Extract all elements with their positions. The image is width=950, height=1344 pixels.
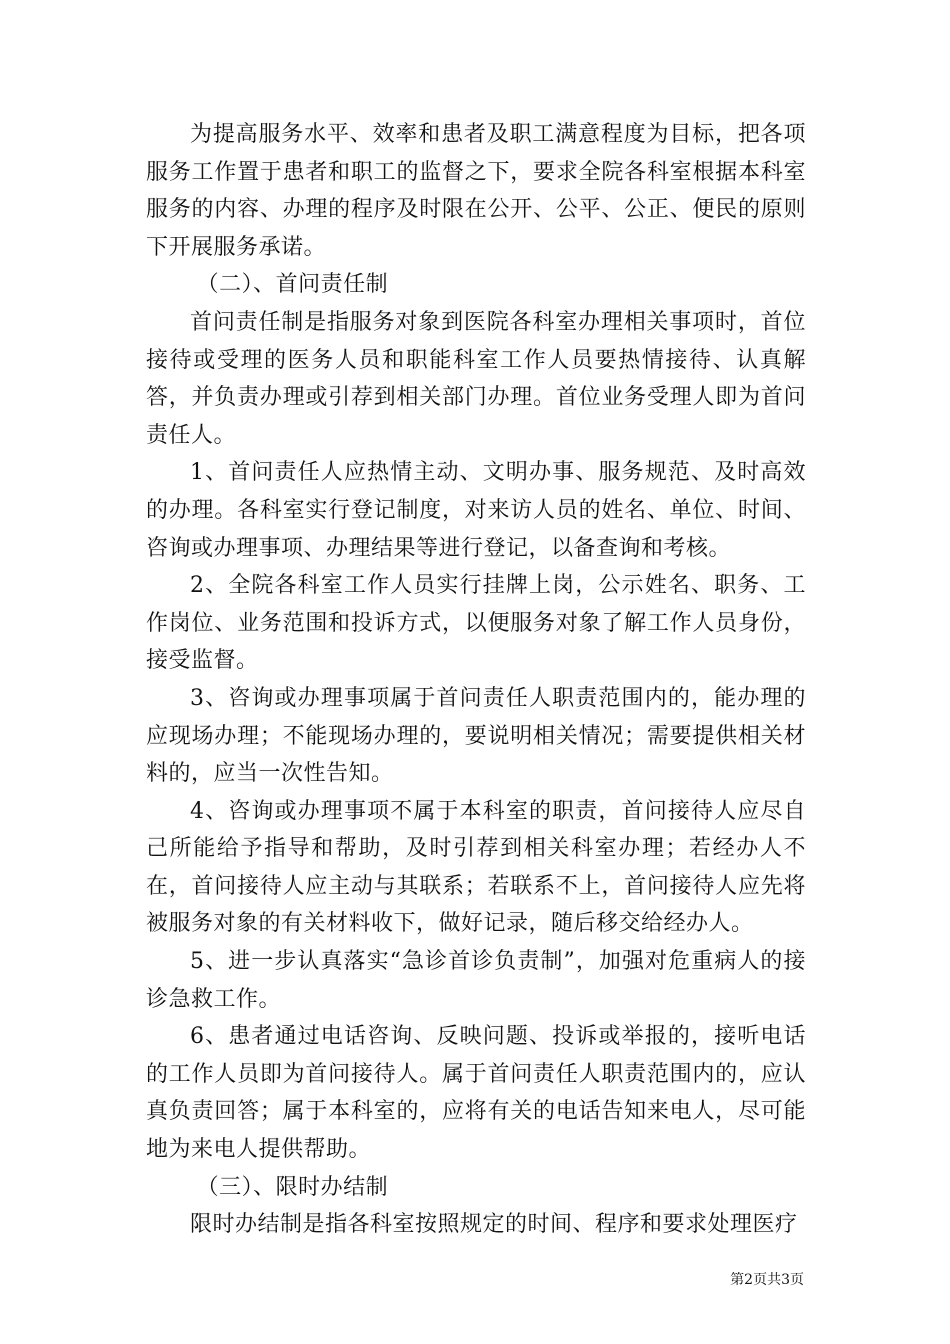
- paragraph-item-1: 1、首问责任人应热情主动、文明办事、服务规范、及时高效的办理。各科室实行登记制度，对来访人员的姓名、单位、时间、咨询或办理事项、办理结果等进行登记，以备查询和考核。: [146, 460, 806, 561]
- section-heading-first-inquiry: （二）、首问责任制: [196, 272, 389, 298]
- paragraph-time-limit-definition: 限时办结制是指各科室按照规定的时间、程序和要求处理医疗: [190, 1212, 798, 1238]
- paragraph-item-4: 4、咨询或办理事项不属于本科室的职责，首问接待人应尽自己所能给予指导和帮助，及时引荐到相关科室办理；若经办人不在，首问接待人应主动与其联系；若联系不上，首问接待人应先将被服务对象的有关材料收下，做好记录，随后移交给经办人。: [146, 798, 806, 937]
- document-body: [146, 116, 806, 1244]
- paragraph-service-commitment: 为提高服务水平、效率和患者及职工满意程度为目标，把各项服务工作置于患者和职工的监督之下，要求全院各科室根据本科室服务的内容、办理的程序及时限在公开、公平、公正、便民的原则下开展服务承诺。: [146, 122, 806, 260]
- page-number-footer: 第2页共3页: [730, 1272, 804, 1288]
- paragraph-item-5: 5、进一步认真落实“急诊首诊负责制”，加强对危重病人的接诊急救工作。: [146, 949, 806, 1012]
- paragraph-first-inquiry-definition: 首问责任制是指服务对象到医院各科室办理相关事项时，首位接待或受理的医务人员和职能科室工作人员要热情接待、认真解答，并负责办理或引荐到相关部门办理。首位业务受理人即为首问责任人。: [146, 309, 806, 448]
- paragraph-item-6: 6、患者通过电话咨询、反映问题、投诉或举报的，接听电话的工作人员即为首问接待人。属于首问责任人职责范围内的，应认真负责回答；属于本科室的，应将有关的电话告知来电人，尽可能地为来电人提供帮助。: [146, 1024, 806, 1163]
- paragraph-item-2: 2、全院各科室工作人员实行挂牌上岗，公示姓名、职务、工作岗位、业务范围和投诉方式，以便服务对象了解工作人员身份，接受监督。: [146, 573, 806, 674]
- paragraph-item-3: 3、咨询或办理事项属于首问责任人职责范围内的，能办理的应现场办理；不能现场办理的，要说明相关情况；需要提供相关材料的，应当一次性告知。: [146, 685, 806, 787]
- section-heading-time-limit: （三）、限时办结制: [196, 1174, 389, 1200]
